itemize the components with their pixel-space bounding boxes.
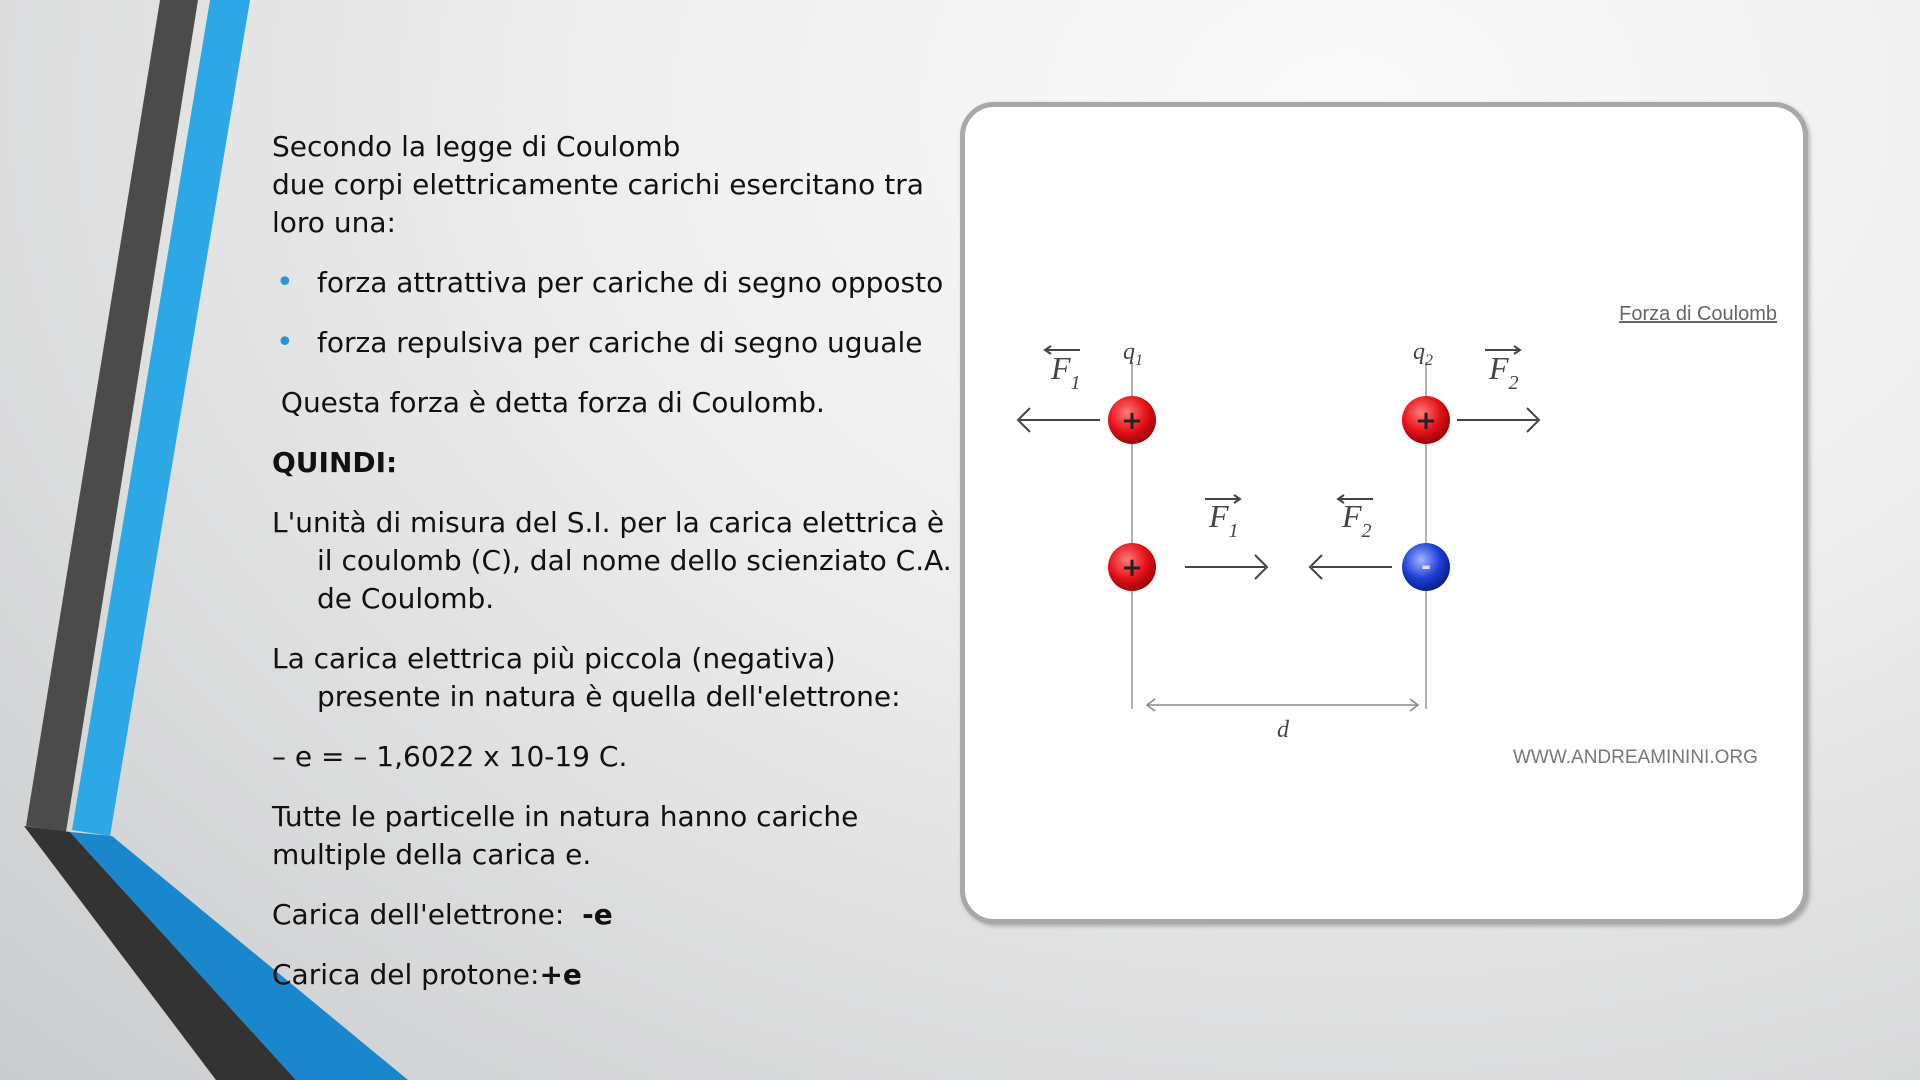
bullet-dot-icon: •	[276, 265, 294, 300]
charge-label-q2: $q_2$	[1413, 339, 1433, 369]
figure-watermark: WWW.ANDREAMININI.ORG	[1513, 747, 1758, 768]
bullet-dot-icon: •	[276, 325, 294, 360]
slide-body	[272, 128, 952, 994]
unit-paragraph: L'unità di misura del S.I. per la carica elettrica è il coulomb (C), dal nome dello scienziato C.A. de Coulomb.	[272, 506, 952, 615]
plus-sign: +	[1415, 406, 1437, 436]
force-arrow-bottom-left	[1185, 555, 1267, 579]
force-arrow-bottom-right	[1310, 555, 1392, 579]
force-arrow-top-right	[1457, 408, 1539, 432]
proton-charge-label: Carica del protone:	[272, 958, 540, 991]
intro-line-1: Secondo la legge di Coulomb	[272, 130, 681, 163]
bullet-text: forza attrattiva per cariche di segno opposto	[317, 266, 944, 299]
minus-sign: -	[1421, 552, 1431, 580]
force-label-f2-top: $F_2$	[1489, 350, 1519, 394]
quindi-heading: QUINDI:	[272, 446, 398, 479]
charge-q2-bottom-negative	[1402, 543, 1450, 591]
electron-charge-value: -e	[582, 898, 613, 931]
bullet-text: forza repulsiva per cariche di segno uguale	[317, 326, 923, 359]
distance-label: d	[1277, 717, 1289, 743]
figure-title: Forza di Coulomb	[1619, 303, 1777, 325]
bullet-attractive	[272, 264, 952, 302]
electron-charge-label: Carica dell'elettrone:	[272, 898, 583, 931]
coulomb-diagram	[965, 107, 1803, 919]
coulomb-sentence: Questa forza è detta forza di Coulomb.	[272, 386, 825, 419]
plus-sign: +	[1121, 553, 1143, 583]
dark-lower-stripe	[24, 826, 296, 1080]
force-arrow-top-left	[1018, 408, 1100, 432]
proton-charge-value: +e	[539, 958, 582, 991]
intro-line-2: due corpi elettricamente carichi esercitano tra loro una:	[272, 168, 924, 239]
proton-charge	[272, 956, 952, 994]
charge-q1-top	[1108, 396, 1156, 444]
smallest-charge-paragraph: La carica elettrica più piccola (negativa) presente in natura è quella dell'elettrone:	[272, 642, 901, 713]
charge-q1-bottom	[1108, 543, 1156, 591]
charge-label-q1: $q_1$	[1123, 339, 1143, 369]
charge-q2-top	[1402, 396, 1450, 444]
charge-formula: – e = – 1,6022 x 10-19 C.	[272, 740, 628, 773]
force-label-f2-bottom: $F_2$	[1342, 498, 1372, 542]
force-label-f1-top: $F_1$	[1051, 350, 1081, 394]
bullet-repulsive	[272, 324, 952, 362]
multiples-paragraph: Tutte le particelle in natura hanno cariche multiple della carica e.	[272, 800, 859, 871]
electron-charge	[272, 896, 952, 934]
plus-sign: +	[1121, 406, 1143, 436]
coulomb-figure-panel	[960, 102, 1808, 924]
force-label-f1-bottom: $F_1$	[1209, 498, 1239, 542]
distance-arrow	[1147, 699, 1418, 711]
